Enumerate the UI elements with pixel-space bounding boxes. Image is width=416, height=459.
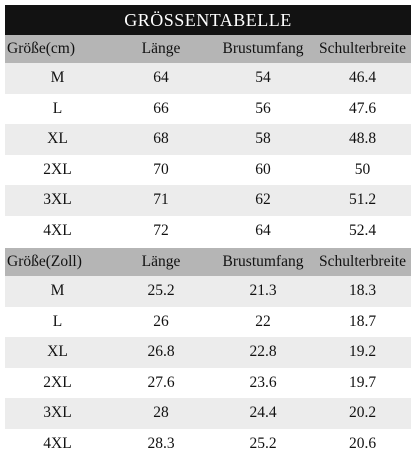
column-header: Schulterbreite: [314, 40, 411, 58]
measurement-cell: 72: [110, 222, 212, 240]
measurement-cell: 52.4: [314, 222, 411, 240]
column-header: Länge: [110, 253, 212, 271]
measurement-cell: 22.8: [212, 343, 314, 361]
measurement-cell: 54: [212, 69, 314, 87]
table-row: [5, 429, 411, 459]
measurement-cell: 24.4: [212, 404, 314, 422]
measurement-cell: 25.2: [110, 282, 212, 300]
measurement-cell: 18.3: [314, 282, 411, 300]
measurement-cell: 20.2: [314, 404, 411, 422]
size-table-inch: [5, 248, 411, 459]
measurement-cell: 25.2: [212, 435, 314, 453]
measurement-cell: 51.2: [314, 191, 411, 209]
column-header: Brustumfang: [212, 253, 314, 271]
size-label: 2XL: [5, 374, 110, 392]
measurement-cell: 48.8: [314, 130, 411, 148]
measurement-cell: 21.3: [212, 282, 314, 300]
table-row: [5, 276, 411, 307]
measurement-cell: 58: [212, 130, 314, 148]
measurement-cell: 64: [212, 222, 314, 240]
measurement-cell: 70: [110, 161, 212, 179]
column-header: Brustumfang: [212, 40, 314, 58]
table-row: [5, 63, 411, 94]
size-table-cm: [5, 35, 411, 246]
measurement-cell: 68: [110, 130, 212, 148]
column-header: Größe(cm): [5, 40, 110, 58]
measurement-cell: 28.3: [110, 435, 212, 453]
table-row: [5, 337, 411, 368]
measurement-cell: 71: [110, 191, 212, 209]
table-row: [5, 94, 411, 125]
size-label: M: [5, 282, 110, 300]
measurement-cell: 18.7: [314, 313, 411, 331]
measurement-cell: 22: [212, 313, 314, 331]
size-label: M: [5, 69, 110, 87]
column-header: Schulterbreite: [314, 253, 411, 271]
measurement-cell: 20.6: [314, 435, 411, 453]
table-header-row: [5, 248, 411, 276]
measurement-cell: 60: [212, 161, 314, 179]
measurement-cell: 19.2: [314, 343, 411, 361]
table-row: [5, 155, 411, 186]
size-label: XL: [5, 343, 110, 361]
measurement-cell: 62: [212, 191, 314, 209]
measurement-cell: 46.4: [314, 69, 411, 87]
table-row: [5, 307, 411, 338]
measurement-cell: 66: [110, 100, 212, 118]
measurement-cell: 64: [110, 69, 212, 87]
column-header: Größe(Zoll): [5, 253, 110, 271]
measurement-cell: 19.7: [314, 374, 411, 392]
size-label: 4XL: [5, 435, 110, 453]
measurement-cell: 26.8: [110, 343, 212, 361]
table-header-row: [5, 35, 411, 63]
column-header: Länge: [110, 40, 212, 58]
size-label: L: [5, 100, 110, 118]
size-label: L: [5, 313, 110, 331]
size-label: 3XL: [5, 404, 110, 422]
size-label: 2XL: [5, 161, 110, 179]
measurement-cell: 27.6: [110, 374, 212, 392]
table-row: [5, 185, 411, 216]
measurement-cell: 23.6: [212, 374, 314, 392]
chart-title: GRÖSSENTABELLE: [5, 5, 411, 35]
size-label: 4XL: [5, 222, 110, 240]
measurement-cell: 28: [110, 404, 212, 422]
measurement-cell: 26: [110, 313, 212, 331]
table-row: [5, 368, 411, 399]
size-label: XL: [5, 130, 110, 148]
size-chart: [5, 5, 411, 459]
table-row: [5, 216, 411, 247]
size-label: 3XL: [5, 191, 110, 209]
measurement-cell: 47.6: [314, 100, 411, 118]
measurement-cell: 50: [314, 161, 411, 179]
measurement-cell: 56: [212, 100, 314, 118]
table-row: [5, 124, 411, 155]
table-row: [5, 398, 411, 429]
